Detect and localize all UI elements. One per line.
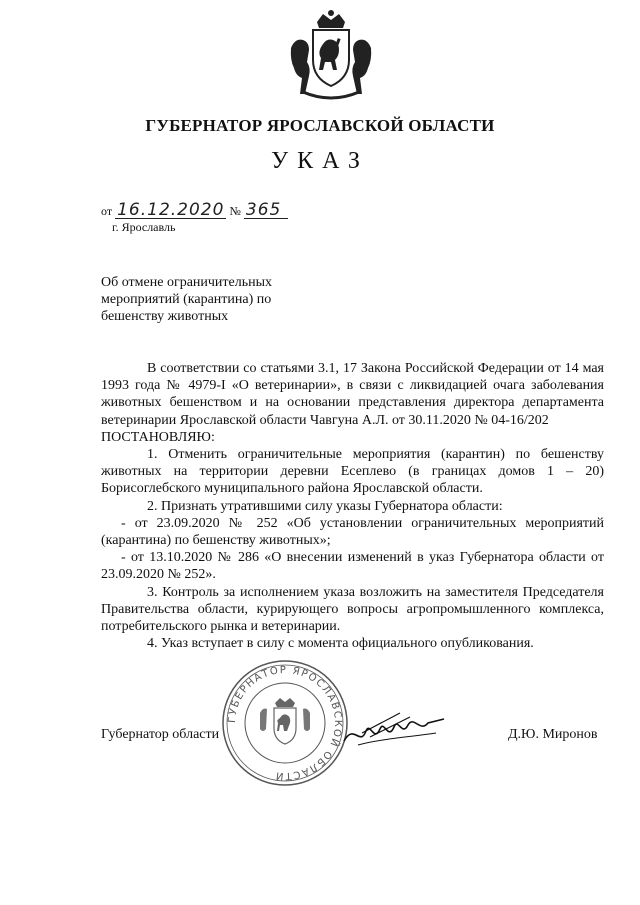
date-line [101,202,288,219]
item-1: 1. Отменить ограничительные мероприятия (карантин) по бешенству животных на территории деревни Есеплево (в границах домов 1 – 20) Борисоглебского муниципального района Ярославской области. [101,447,604,497]
handwritten-date: 16.12.2020 [117,200,225,220]
number-prefix: № [229,204,241,218]
handwritten-number: 365 [244,202,288,219]
organization-title: ГУБЕРНАТОР ЯРОСЛАВСКОЙ ОБЛАСТИ [145,116,495,135]
handwritten-signature-icon [340,703,450,753]
official-seal-icon [220,658,350,788]
signatory-name: Д.Ю. Миронов [508,727,598,742]
signatory-title: Губернатор области [101,727,220,742]
document-type: УКАЗ [271,148,369,174]
document-body [101,360,604,652]
coat-of-arms-icon [283,8,379,104]
item-3: 3. Контроль за исполнением указа возложить на заместителя Председателя Правительства области, курирующего вопросы агропромышленного комплекса, потребительского рынка и ветеринарии. [101,584,604,635]
svg-text:ГУБЕРНАТОР ЯРОСЛАВСКОЙ ОБЛАСТИ: ГУБЕРНАТОР ЯРОСЛАВСКОЙ ОБЛАСТИ [226,664,344,782]
item-2: 2. Признать утратившими силу указы Губернатора области: [147,498,503,514]
date-prefix: от [101,204,113,218]
preamble: В соответствии со статьями 3.1, 17 Закона Российской Федерации от 14 мая 1993 года № 4979-I «О ветеринарии», в связи с ликвидацией очага заболевания животных бешенством и на основании представления директора департамента ветеринарии Ярославской области Чавгуна А.Л. от 30.11.2020 № 04-16/202 [101,361,604,428]
item-2b: - от 13.10.2020 № 286 «О внесении изменений в указ Губернатора области от 23.09.2020 № 252». [101,550,604,583]
subject-heading: Об отмене ограничительных мероприятий (карантина) по бешенству животных [101,275,273,324]
city: г. Ярославль [112,220,176,234]
decree-word: ПОСТАНОВЛЯЮ: [101,429,215,445]
item-2a: - от 23.09.2020 № 252 «Об установлении ограничительных мероприятий (карантина) по бешенству животных»; [101,515,604,549]
item-4: 4. Указ вступает в силу с момента официального опубликования. [147,636,534,652]
